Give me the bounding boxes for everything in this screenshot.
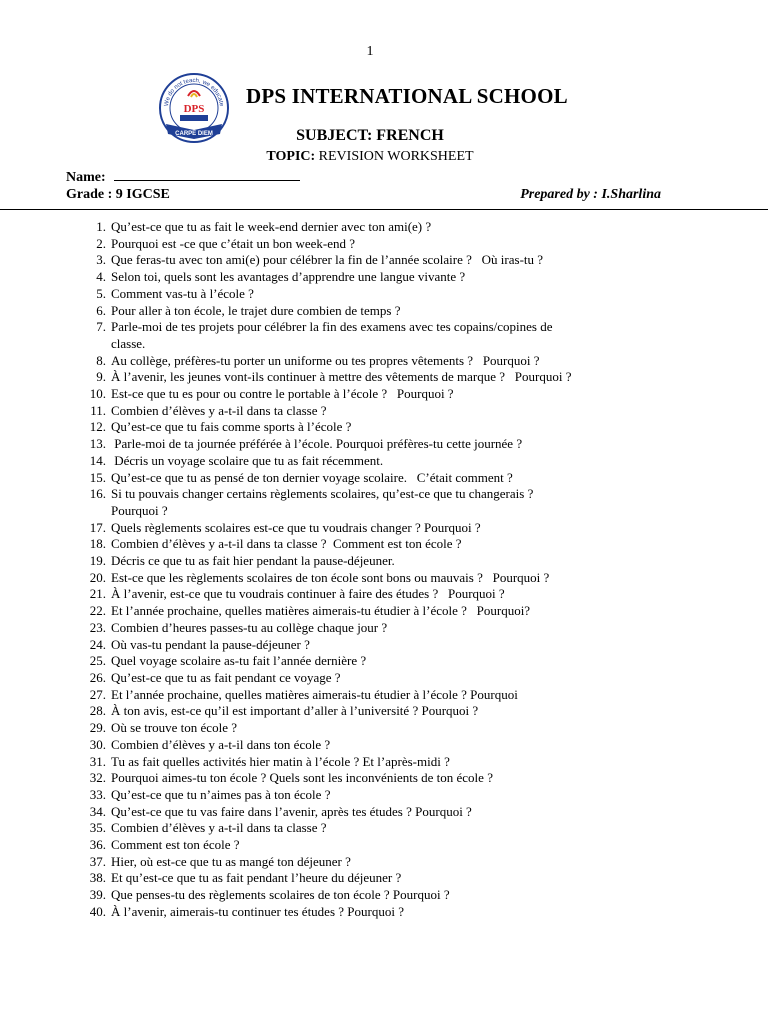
question-text: À l’avenir, aimerais-tu continuer tes études ? Pourquoi ? bbox=[111, 903, 404, 919]
question-item bbox=[0, 854, 768, 871]
question-text: Comment est ton école ? bbox=[111, 837, 240, 853]
question-number: 18. bbox=[89, 536, 106, 552]
logo-motto: CARPE DIEM bbox=[175, 131, 213, 137]
question-number: 3. bbox=[96, 252, 106, 268]
question-text: Qu’est-ce que tu as pensé de ton dernier voyage scolaire. C’était comment ? bbox=[111, 469, 513, 485]
question-text: Et l’année prochaine, quelles matières aimerais-tu étudier à l’école ? Pourquoi? bbox=[111, 603, 531, 619]
question-item bbox=[0, 286, 768, 303]
question-text: Au collège, préfères-tu porter un uniforme ou tes propres vêtements ? Pourquoi ? bbox=[111, 352, 540, 368]
question-number: 16. bbox=[89, 486, 106, 502]
question-number: 9. bbox=[96, 369, 106, 385]
question-item bbox=[0, 637, 768, 654]
question-text: Parle-moi de tes projets pour célébrer la fin des examens avec tes copains/copines de classe. bbox=[111, 319, 553, 351]
question-item bbox=[0, 754, 768, 771]
name-blank-line[interactable] bbox=[114, 166, 300, 181]
question-item bbox=[0, 720, 768, 737]
name-row bbox=[66, 166, 300, 186]
question-number: 19. bbox=[89, 553, 106, 569]
prepared-by: Prepared by : I.Sharlina bbox=[520, 187, 661, 202]
question-number: 17. bbox=[89, 519, 106, 535]
topic-line bbox=[0, 149, 740, 165]
question-text: Comment vas-tu à l’école ? bbox=[111, 285, 254, 301]
question-number: 13. bbox=[89, 436, 106, 452]
question-number: 7. bbox=[96, 319, 106, 335]
question-number: 5. bbox=[96, 285, 106, 301]
question-number: 37. bbox=[89, 853, 106, 869]
name-label: Name: bbox=[66, 170, 106, 185]
question-number: 6. bbox=[96, 302, 106, 318]
question-text: Hier, où est-ce que tu as mangé ton déjeuner ? bbox=[111, 853, 351, 869]
question-number: 28. bbox=[89, 703, 106, 719]
question-item bbox=[0, 737, 768, 754]
question-item bbox=[0, 620, 768, 637]
question-number: 12. bbox=[89, 419, 106, 435]
question-number: 27. bbox=[89, 686, 106, 702]
question-number: 22. bbox=[89, 603, 106, 619]
question-item bbox=[0, 820, 768, 837]
question-number: 26. bbox=[89, 669, 106, 685]
question-item bbox=[0, 787, 768, 804]
question-text: Décris ce que tu as fait hier pendant la pause-déjeuner. bbox=[111, 553, 395, 569]
question-number: 2. bbox=[96, 235, 106, 251]
question-text: Quel voyage scolaire as-tu fait l’année dernière ? bbox=[111, 653, 367, 669]
question-number: 1. bbox=[96, 219, 106, 234]
question-text: Où se trouve ton école ? bbox=[111, 720, 237, 736]
question-text: Qu’est-ce que tu fais comme sports à l’école ? bbox=[111, 419, 352, 435]
question-number: 14. bbox=[89, 452, 106, 468]
question-text: Combien d’élèves y a-t-il dans ta classe ? Comment est ton école ? bbox=[111, 536, 462, 552]
question-item bbox=[0, 486, 768, 519]
question-text: Si tu pouvais changer certains règlements scolaires, qu’est-ce que tu changerais ? Pourquoi ? bbox=[111, 486, 534, 518]
question-item bbox=[0, 453, 768, 470]
question-text: Pourquoi est -ce que c’était un bon week-end ? bbox=[111, 235, 356, 251]
question-text: Selon toi, quels sont les avantages d’apprendre une langue vivante ? bbox=[111, 269, 466, 285]
question-number: 35. bbox=[89, 820, 106, 836]
question-item bbox=[0, 770, 768, 787]
question-item bbox=[0, 419, 768, 436]
question-text: À l’avenir, les jeunes vont-ils continuer à mettre des vêtements de marque ? Pourquoi ? bbox=[111, 369, 572, 385]
question-number: 39. bbox=[89, 887, 106, 903]
question-text: Où vas-tu pendant la pause-déjeuner ? bbox=[111, 636, 310, 652]
question-number: 8. bbox=[96, 352, 106, 368]
question-number: 25. bbox=[89, 653, 106, 669]
question-text: Et l’année prochaine, quelles matières aimerais-tu étudier à l’école ? Pourquoi bbox=[111, 686, 518, 702]
question-number: 32. bbox=[89, 770, 106, 786]
topic-value: REVISION WORKSHEET bbox=[315, 149, 474, 164]
question-text: Qu’est-ce que tu as fait le week-end dernier avec ton ami(e) ? bbox=[111, 219, 432, 234]
question-item bbox=[0, 219, 768, 236]
question-item bbox=[0, 386, 768, 403]
question-number: 4. bbox=[96, 269, 106, 285]
question-text: Combien d’élèves y a-t-il dans ton école ? bbox=[111, 736, 331, 752]
question-text: À l’avenir, est-ce que tu voudrais continuer à faire des études ? Pourquoi ? bbox=[111, 586, 505, 602]
question-item bbox=[0, 870, 768, 887]
question-number: 31. bbox=[89, 753, 106, 769]
grade-label: Grade : 9 IGCSE bbox=[66, 187, 170, 202]
question-list bbox=[0, 219, 768, 921]
question-item bbox=[0, 369, 768, 386]
question-item bbox=[0, 520, 768, 537]
question-number: 36. bbox=[89, 837, 106, 853]
question-item bbox=[0, 687, 768, 704]
question-item bbox=[0, 470, 768, 487]
question-item bbox=[0, 586, 768, 603]
question-number: 23. bbox=[89, 619, 106, 635]
question-item bbox=[0, 236, 768, 253]
question-text: Quels règlements scolaires est-ce que tu voudrais changer ? Pourquoi ? bbox=[111, 519, 481, 535]
question-item bbox=[0, 353, 768, 370]
question-number: 10. bbox=[89, 386, 106, 402]
question-number: 15. bbox=[89, 469, 106, 485]
question-text: Combien d’élèves y a-t-il dans ta classe ? bbox=[111, 820, 327, 836]
question-text: Est-ce que les règlements scolaires de ton école sont bons ou mauvais ? Pourquoi ? bbox=[111, 569, 550, 585]
question-text: Pour aller à ton école, le trajet dure combien de temps ? bbox=[111, 302, 401, 318]
question-number: 34. bbox=[89, 803, 106, 819]
question-item bbox=[0, 887, 768, 904]
question-text: Qu’est-ce que tu vas faire dans l’avenir, après tes études ? Pourquoi ? bbox=[111, 803, 472, 819]
question-number: 40. bbox=[89, 903, 106, 919]
question-text: Tu as fait quelles activités hier matin à l’école ? Et l’après-midi ? bbox=[111, 753, 450, 769]
subject-heading: SUBJECT: FRENCH bbox=[296, 127, 444, 144]
question-item bbox=[0, 536, 768, 553]
question-item bbox=[0, 904, 768, 921]
question-text: Pourquoi aimes-tu ton école ? Quels sont les inconvénients de ton école ? bbox=[111, 770, 493, 786]
question-item bbox=[0, 269, 768, 286]
question-number: 20. bbox=[89, 569, 106, 585]
question-item bbox=[0, 703, 768, 720]
question-text: Combien d’élèves y a-t-il dans ta classe ? bbox=[111, 402, 327, 418]
question-item bbox=[0, 436, 768, 453]
question-text: Est-ce que tu es pour ou contre le portable à l’école ? Pourquoi ? bbox=[111, 386, 454, 402]
question-number: 33. bbox=[89, 786, 106, 802]
question-item bbox=[0, 804, 768, 821]
question-text: Et qu’est-ce que tu as fait pendant l’heure du déjeuner ? bbox=[111, 870, 402, 886]
question-item bbox=[0, 553, 768, 570]
question-item bbox=[0, 319, 768, 352]
question-text: Que penses-tu des règlements scolaires de ton école ? Pourquoi ? bbox=[111, 887, 450, 903]
question-number: 21. bbox=[89, 586, 106, 602]
question-item bbox=[0, 403, 768, 420]
question-item bbox=[0, 670, 768, 687]
header-divider bbox=[0, 209, 768, 210]
question-text: À ton avis, est-ce qu’il est important d’aller à l’université ? Pourquoi ? bbox=[111, 703, 479, 719]
question-text: Que feras-tu avec ton ami(e) pour célébrer la fin de l’année scolaire ? Où iras-tu ? bbox=[111, 252, 544, 268]
page-number: 1 bbox=[366, 44, 374, 59]
school-name: DPS INTERNATIONAL SCHOOL bbox=[246, 84, 568, 108]
question-number: 24. bbox=[89, 636, 106, 652]
logo-top-text: We do not teach, we educate bbox=[163, 77, 224, 107]
question-number: 29. bbox=[89, 720, 106, 736]
question-item bbox=[0, 603, 768, 620]
question-item bbox=[0, 303, 768, 320]
question-text: Qu’est-ce que tu as fait pendant ce voyage ? bbox=[111, 669, 341, 685]
question-text: Décris un voyage scolaire que tu as fait récemment. bbox=[111, 452, 384, 468]
logo-letters: DPS bbox=[183, 103, 205, 115]
question-text: Parle-moi de ta journée préférée à l’école. Pourquoi préfères-tu cette journée ? bbox=[111, 436, 523, 452]
question-item bbox=[0, 252, 768, 269]
question-item bbox=[0, 837, 768, 854]
question-number: 38. bbox=[89, 870, 106, 886]
question-item bbox=[0, 570, 768, 587]
question-number: 30. bbox=[89, 736, 106, 752]
question-text: Combien d’heures passes-tu au collège chaque jour ? bbox=[111, 619, 388, 635]
question-number: 11. bbox=[90, 402, 106, 418]
question-item bbox=[0, 653, 768, 670]
question-text: Qu’est-ce que tu n’aimes pas à ton école ? bbox=[111, 786, 331, 802]
topic-label: TOPIC: bbox=[266, 149, 316, 164]
